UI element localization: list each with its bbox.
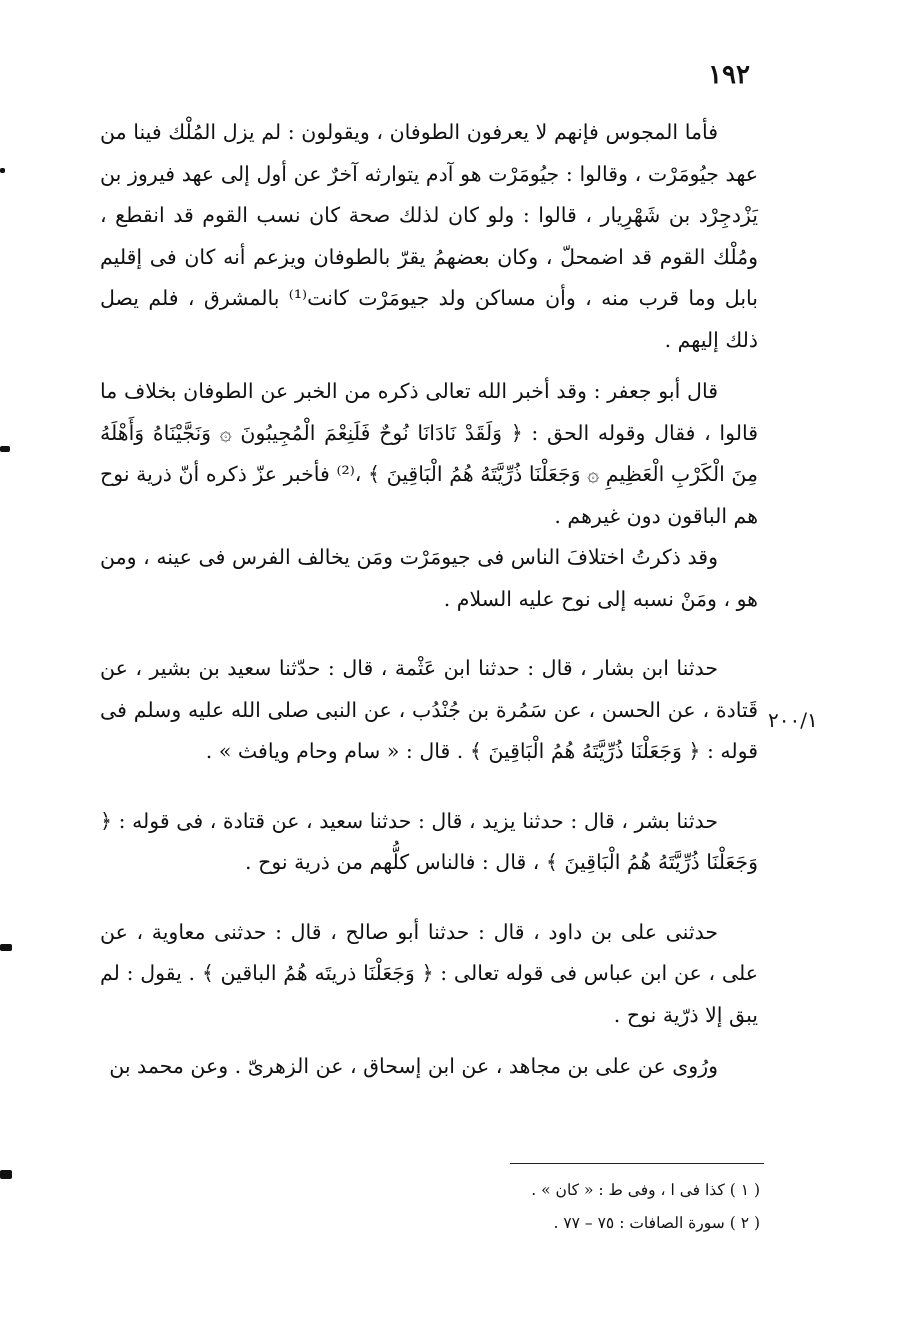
scan-mark [0,1170,12,1179]
scan-mark [0,168,5,173]
paragraph-magians: فأما المجوس فإنهم لا يعرفون الطوفان ، ويقولون : لم يزل المُلْك فينا من عهد جيُومَرْت ، وقالوا : جيُومَرْت هو آدم يتوارثه آخرٌ عن أول إلى عهد فيروز بن يَزْدجِرْد بن شَهْرِيار ، قالوا : ولو كان لذلك صحة كان نسب القوم قد انقطع ، ومُلْك القوم قد اضمحلّ ، وكان بعضهمُ يقرّ بالطوفان ويزعم أنه كان فى إقليم بابل وما قرب منه ، وأن مساكن ولد جيومَرْت كانت⁽¹⁾ بالمشرق ، فلم يصل ذلك إليهم . [100,120,758,352]
paragraph-hadith-qatada: حدثنا بشر ، قال : حدثنا يزيد ، قال : حدثنا سعيد ، عن قتادة ، فى قوله : ﴿ وَجَعَلْنَا ذُرِّيَّتَهُ هُمُ الْبَاقِينَ ﴾ ، قال : فالناس كلُّهم من ذرية نوح . [100,808,758,874]
paragraph-differences: وقد ذكرتُ اختلافَ الناس فى جيومَرْت ومَن يخالف الفرس فى عينه ، ومن هو ، ومَنْ نسبه إلى نوح عليه السلام . [100,545,758,611]
margin-reference: ٢٠٠/١ [768,708,818,732]
page-number: ١٩٢ [708,60,750,90]
footnote-divider [510,1163,764,1164]
paragraph-hadith-ibn-abbas: حدثنى على بن داود ، قال : حدثنا أبو صالح ، قال : حدثنى معاوية ، عن على ، عن ابن عباس فى قوله تعالى : ﴿ وَجَعَلْنَا ذريتَه هُمُ الباقين ﴾ . يقول : لم يبق إلا ذرّية نوح . [100,919,758,1027]
paragraph-hadith-samura: حدثنا ابن بشار ، قال : حدثنا ابن عَثْمة ، قال : حدّثنا سعيد بن بشير ، عن قَتادة ، عن الحسن ، عن سَمُرة بن جُنْدُب ، عن النبى صلى الله عليه وسلم فى قوله : ﴿ وَجَعَلْنَا ذُرِّيَّتَهُ هُمُ الْبَاقِينَ ﴾ . قال : « سام وحام ويافث » . [100,656,758,763]
paragraph-abu-jafar: قال أبو جعفر : وقد أخبر الله تعالى ذكره من الخبر عن الطوفان بخلاف ما قالوا ، فقال وقوله الحق : ﴿ وَلَقَدْ نَادَانَا نُوحٌ فَلَنِعْمَ الْمُجِيبُونَ ۞ وَنَجَّيْنَاهُ وَأَهْلَهُ مِنَ الْكَرْبِ الْعَظِيمِ ۞ وَجَعَلْنَا ذُرِّيَّتَهُ هُمُ الْبَاقِينَ ﴾ ،⁽²⁾ فأخبر عزّ ذكره أنّ ذرية نوح هم الباقون دون غيرهم . [100,379,758,528]
paragraph-zuhri: ورُوى عن على بن مجاهد ، عن ابن إسحاق ، عن الزهرىّ . وعن محمد بن [109,1054,718,1078]
scan-mark [0,446,10,452]
scan-mark [0,944,12,951]
footnote-1: ( ١ ) كذا فى ا ، وفى ط : « كان » . [531,1181,760,1199]
main-text [100,112,758,1088]
footnote-2: ( ٢ ) سورة الصافات : ٧٥ – ٧٧ . [553,1214,760,1232]
